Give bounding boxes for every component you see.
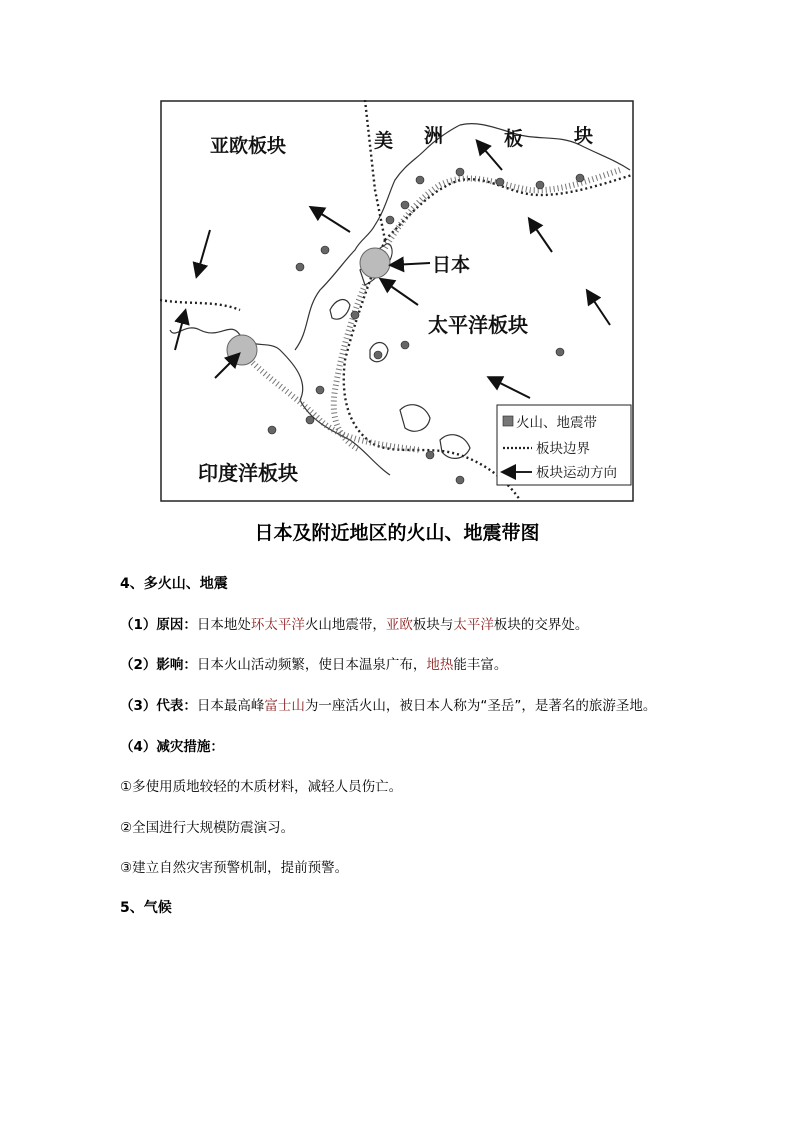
mitigation-item: ②全国进行大规模防震演习。 (120, 820, 295, 836)
label-indian-plate: 印度洋板块 (198, 461, 298, 485)
mitigation-item: ③建立自然灾害预警机制，提前预警。 (120, 860, 349, 876)
legend-direction-text: 板块运动方向 (536, 465, 617, 481)
impact-paragraph (120, 653, 507, 673)
section5-title: 5、气候 (120, 900, 172, 916)
label-america-4: 块 (574, 125, 594, 147)
label-america-3: 板 (504, 128, 524, 150)
japan-highlight (360, 248, 390, 278)
mitigation-item: ①多使用质地较轻的木质材料，减轻人员伤亡。 (120, 779, 403, 795)
cause-text-4: 板块的交界处。 (493, 617, 589, 633)
section4-title: 4、多火山、地震 (120, 576, 228, 592)
impact-text-1: 日本火山活动频繁，使日本温泉广布， (196, 657, 427, 673)
representative-text-2: 为一座活火山，被日本人称为“圣岳”，是著名的旅游圣地。 (304, 698, 657, 714)
label-pacific-plate: 太平洋板块 (428, 313, 528, 337)
cause-text-3: 板块与 (412, 617, 454, 633)
legend-volcano-swatch (503, 416, 513, 426)
representative-paragraph (120, 694, 656, 714)
label-america-2: 洲 (424, 125, 444, 147)
representative-label: （3）代表： (120, 698, 197, 714)
cause-text-1: 日本地处 (196, 617, 251, 633)
mitigation-label: （4）减灾措施： (120, 739, 224, 755)
map-caption: 日本及附近地区的火山、地震带图 (254, 522, 540, 544)
legend-boundary-text: 板块边界 (536, 441, 590, 457)
legend-volcano-text: 火山、地震带 (516, 415, 597, 431)
cause-highlight-2: 亚欧 (385, 617, 413, 633)
representative-highlight-1: 富士山 (264, 698, 305, 714)
map-legend (497, 405, 631, 485)
cause-highlight-1: 环太平洋 (250, 617, 305, 633)
label-eurasia-plate: 亚欧板块 (210, 135, 287, 157)
representative-text-1: 日本最高峰 (196, 698, 265, 714)
impact-text-2: 能丰富。 (453, 657, 508, 673)
impact-label: （2）影响： (120, 657, 197, 673)
label-america-1: 美 (374, 130, 394, 152)
impact-highlight-1: 地热 (426, 657, 454, 673)
label-japan: 日本 (432, 254, 471, 276)
japan-volcano-earthquake-map (160, 100, 634, 502)
cause-paragraph (120, 613, 588, 633)
cause-highlight-3: 太平洋 (453, 617, 494, 633)
cause-label: （1）原因： (120, 617, 197, 633)
map-svg (160, 100, 634, 502)
cause-text-2: 火山地震带， (304, 617, 386, 633)
mitigation-heading (120, 735, 224, 755)
